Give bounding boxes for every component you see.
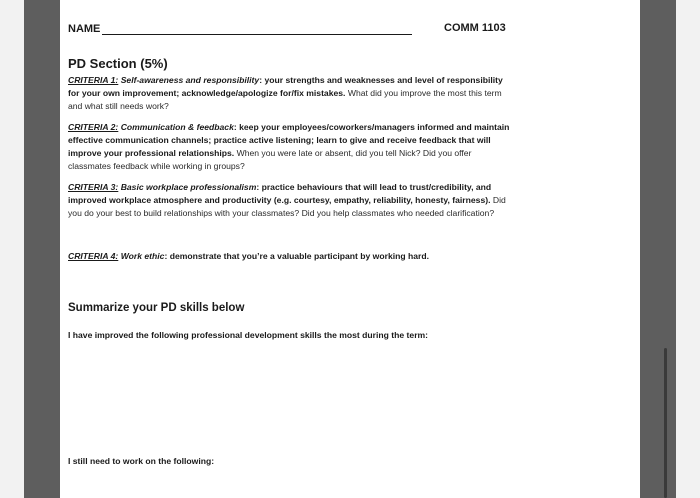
needs-work-prompt: I still need to work on the following:: [68, 456, 215, 466]
criteria-topic: Basic workplace professionalism: [120, 182, 257, 192]
criteria-description: : keep your employees/coworkers/managers informed and maintain effective communication channels; practice active listening; learn to give and receive feedback that will improve your professional relationships.: [68, 122, 510, 158]
criteria-question: What did you improve the most this term and what still needs work?: [68, 88, 502, 111]
criteria-label: CRITERIA 4:: [68, 251, 119, 261]
criteria-1: [68, 74, 516, 113]
scrollbar-thumb[interactable]: [664, 348, 667, 498]
criteria-label: CRITERIA 3:: [68, 182, 119, 192]
criteria-description: : demonstrate that you’re a valuable participant by working hard.: [164, 251, 430, 261]
name-blank-line[interactable]: [102, 22, 412, 35]
name-field[interactable]: [68, 22, 504, 35]
viewer-gutter-right: [640, 0, 676, 498]
criteria-3: [68, 181, 516, 220]
criteria-topic: Self-awareness and responsibility: [120, 75, 260, 85]
improved-skills-prompt: I have improved the following professional development skills the most during the term:: [68, 330, 429, 340]
criteria-topic: Communication & feedback: [120, 122, 234, 132]
criteria-topic: Work ethic: [120, 251, 165, 261]
viewer-margin-right: [676, 0, 700, 498]
viewer-margin-left: [0, 0, 24, 498]
criteria-description: : your strengths and weaknesses and level of responsibility for your own improvement; acknowledge/apologize for/fix mistakes.: [68, 75, 503, 98]
criteria-question: When you were late or absent, did you tell Nick? Did you offer classmates feedback while working in groups?: [68, 148, 472, 171]
criteria-question: Did you do your best to build relationships with your classmates? Did you help classmates who needed clarification?: [68, 195, 506, 218]
criteria-4: [68, 250, 516, 263]
criteria-2: [68, 121, 516, 173]
viewer-gutter-left: [24, 0, 60, 498]
summary-heading: Summarize your PD skills below: [68, 302, 245, 314]
section-title: PD Section (5%): [68, 56, 168, 71]
name-label: NAME: [68, 23, 101, 35]
criteria-description: : practice behaviours that will lead to trust/credibility, and improved workplace atmosphere and productivity (e.g. courtesy, empathy, reliability, honesty, fairness).: [68, 182, 492, 205]
criteria-label: CRITERIA 2:: [68, 122, 119, 132]
course-code: COMM 1103: [444, 22, 506, 34]
criteria-label: CRITERIA 1:: [68, 75, 119, 85]
